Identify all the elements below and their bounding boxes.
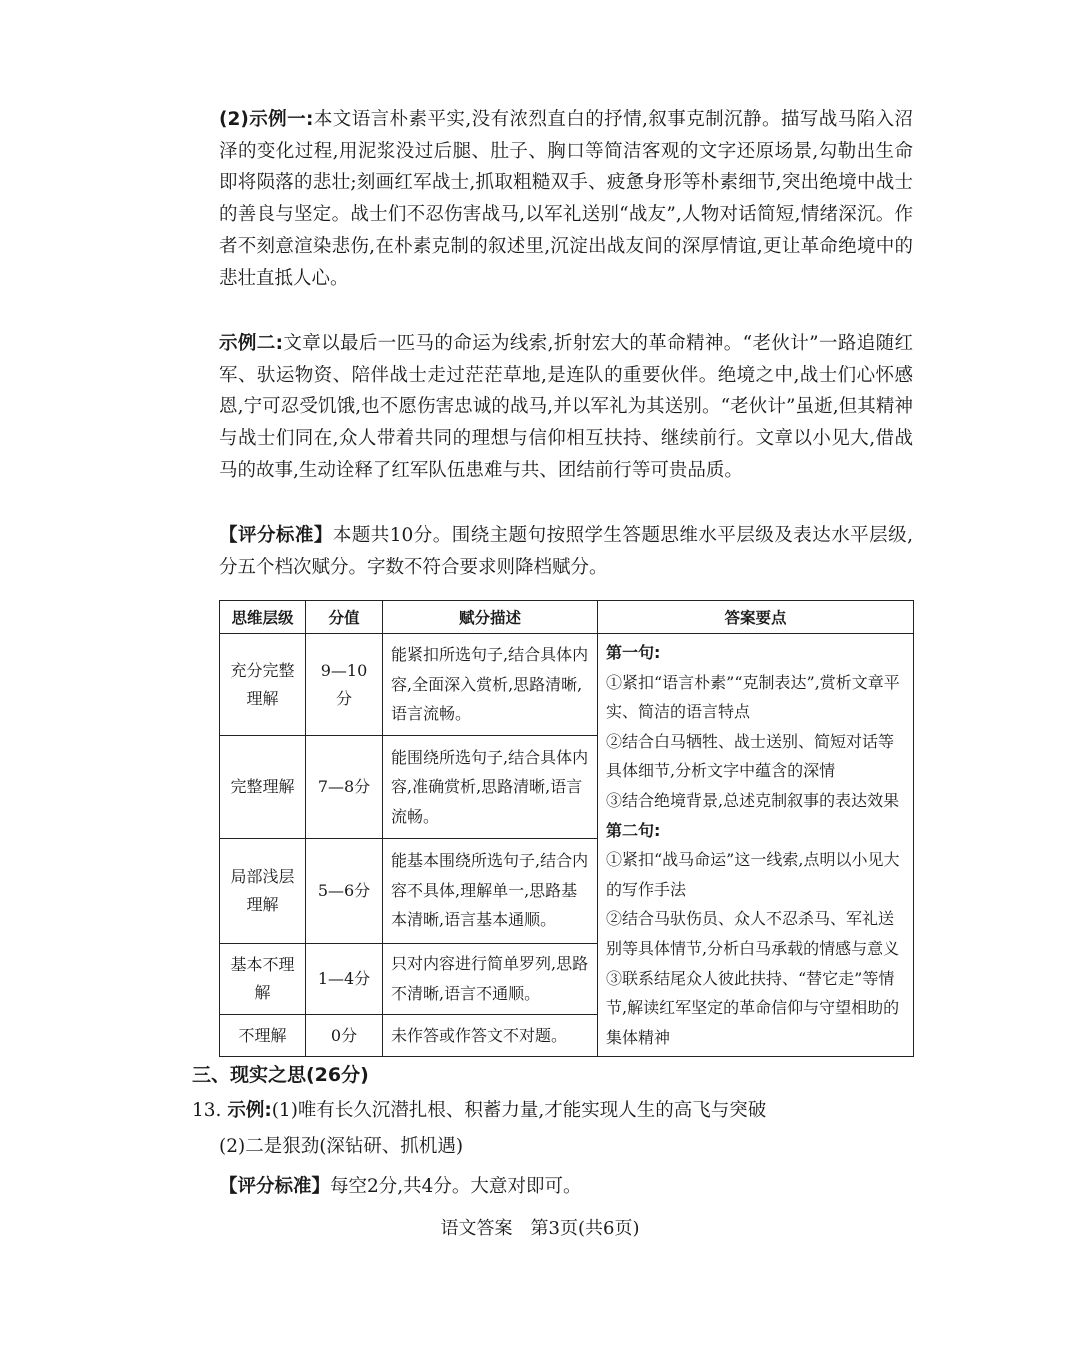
scoring-standard-text: 本题共10分。围绕主题句按照学生答题思维水平层级及表达水平层级,分五个档次赋分。字数不符合要求则降档赋分。	[219, 525, 913, 578]
row-level: 完整理解	[220, 736, 306, 838]
page-footer: 语文答案 第3页(共6页)	[440, 1218, 640, 1239]
row-desc: 能围绕所选句子,结合具体内容,准确赏析,思路清晰,语言流畅。	[383, 736, 598, 838]
header-level: 思维层级	[220, 601, 306, 634]
header-desc: 赋分描述	[383, 601, 598, 634]
row-desc: 未作答或作答文不对题。	[383, 1015, 598, 1057]
example-one-paragraph	[219, 104, 913, 294]
question-13-answer	[192, 1096, 766, 1126]
points-item: ③结合绝境背景,总述克制叙事的表达效果	[606, 790, 900, 810]
table-header-row	[220, 601, 914, 634]
row-level: 充分完整理解	[220, 634, 306, 736]
points-item: ②结合白马牺牲、战士送别、简短对话等具体细节,分析文字中蕴含的深情	[606, 731, 895, 781]
scoring-standard-label: 【评分标准】	[219, 525, 333, 546]
points-item: ①紧扣“战马命运”这一线索,点明以小见大的写作手法	[606, 850, 900, 899]
points-item: ①紧扣“语言朴素”“克制表达”,赏析文章平实、简洁的语言特点	[606, 672, 900, 722]
table-row	[220, 634, 914, 736]
example-one-label: (2)示例一:	[219, 109, 314, 130]
points-heading-second: 第二句:	[606, 820, 661, 840]
row-score: 0分	[306, 1015, 383, 1057]
points-heading-first: 第一句:	[606, 643, 661, 662]
row-score: 5—6分	[306, 838, 383, 943]
row-score: 9—10分	[306, 634, 383, 736]
row-level: 局部浅层理解	[220, 838, 306, 943]
row-level: 不理解	[220, 1015, 306, 1057]
points-item: ③联系结尾众人彼此扶持、“替它走”等情节,解读红军坚定的革命信仰与守望相助的集体精神	[606, 968, 900, 1047]
answer-one: (1)唯有长久沉潜扎根、积蓄力量,才能实现人生的高飞与突破	[271, 1100, 767, 1121]
example-two-paragraph	[219, 328, 913, 487]
header-score: 分值	[306, 601, 383, 634]
example-two-text: 文章以最后一匹马的命运为线索,折射宏大的革命精神。“老伙计”一路追随红军、驮运物资、陪伴战士走过茫茫草地,是连队的重要伙伴。绝境之中,战士们心怀感恩,宁可忍受饥饿,也不愿伤害忠诚的战马,并以军礼为其送别。“老伙计”虽逝,但其精神与战士们同在,众人带着共同的理想与信仰相互扶持、继续前行。文章以小见大,借战马的故事,生动诠释了红军队伍患难与共、团结前行等可贵品质。	[219, 333, 913, 481]
question-13-scoring	[219, 1172, 581, 1202]
answer-points-cell	[598, 634, 914, 1057]
example-one-text: 本文语言朴素平实,没有浓烈直白的抒情,叙事克制沉静。描写战马陷入沼泽的变化过程,用泥浆没过后腿、肚子、胸口等简洁客观的文字还原场景,勾勒出生命即将陨落的悲壮;刻画红军战士,抓取粗糙双手、疲惫身形等朴素细节,突出绝境中战士的善良与坚定。战士们不忍伤害战马,以军礼送别“战友”,人物对话简短,情绪深沉。作者不刻意渲染悲伤,在朴素克制的叙述里,沉淀出战友间的深厚情谊,更让革命绝境中的悲壮直抵人心。	[219, 109, 913, 289]
row-desc: 能基本围绕所选句子,结合内容不具体,理解单一,思路基本清晰,语言基本通顺。	[383, 838, 598, 943]
scoring-table	[219, 600, 914, 1057]
header-points: 答案要点	[598, 601, 914, 634]
row-desc: 只对内容进行简单罗列,思路不清晰,语言不通顺。	[383, 943, 598, 1015]
row-level: 基本不理解	[220, 943, 306, 1015]
question-number: 13.	[192, 1100, 222, 1121]
example-label: 示例:	[227, 1100, 272, 1121]
q13-scoring-text: 每空2分,共4分。大意对即可。	[330, 1176, 582, 1197]
scoring-standard-paragraph	[219, 520, 913, 583]
row-score: 7—8分	[306, 736, 383, 838]
points-item: ②结合马驮伤员、众人不忍杀马、军礼送别等具体情节,分析白马承载的情感与意义	[606, 909, 900, 958]
row-desc: 能紧扣所选句子,结合具体内容,全面深入赏析,思路清晰,语言流畅。	[383, 634, 598, 736]
answer-two: (2)二是狠劲(深钻研、抓机遇)	[219, 1136, 464, 1157]
example-two-label: 示例二:	[219, 333, 284, 354]
section-three-heading: 三、现实之思(26分)	[192, 1064, 369, 1086]
q13-scoring-label: 【评分标准】	[219, 1176, 331, 1197]
row-score: 1—4分	[306, 943, 383, 1015]
